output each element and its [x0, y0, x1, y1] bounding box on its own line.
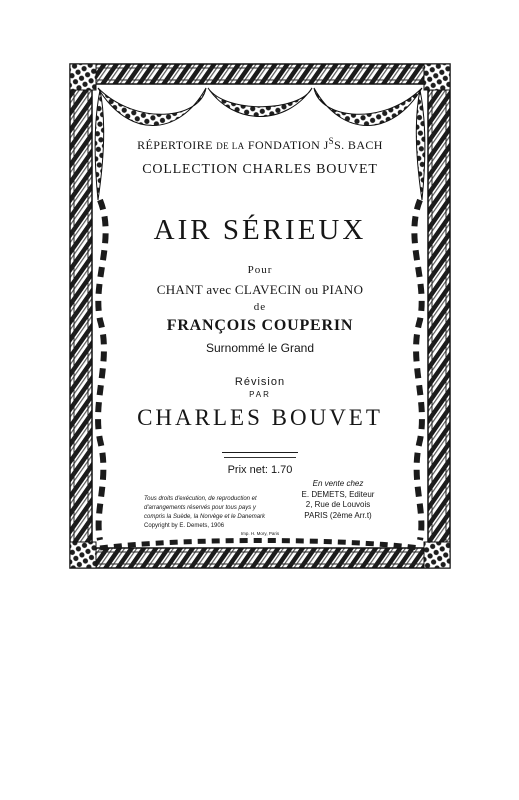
- series-superscript: S: [328, 136, 335, 146]
- publisher-name: E. DEMETS, Editeur: [301, 489, 375, 499]
- divider-rule-thin: [224, 457, 296, 458]
- composer-surname: Surnommé le Grand: [205, 341, 315, 355]
- rights-line: compris la Suède, la Norvège et le Danemark: [144, 514, 266, 520]
- rights-notice: [144, 495, 274, 531]
- copyright-line: Copyright by E. Demets, 1906: [144, 523, 225, 529]
- composer-name: FRANÇOIS COUPERIN: [166, 317, 354, 334]
- par-label: PAR: [249, 390, 271, 399]
- series-word-repertoire: RÉPERTOIRE: [137, 138, 213, 152]
- title-page-content: [108, 118, 412, 558]
- pour-label: Pour: [247, 264, 273, 276]
- rights-line: Tous droits d'exécution, de reproduction et: [144, 496, 257, 502]
- series-word-de-la: DE LA: [216, 141, 245, 151]
- divider-rule-thick: [222, 452, 298, 453]
- price: Prix net: 1.70: [227, 464, 293, 476]
- printer-credit: Imp. H. Mory, Paris: [240, 531, 280, 536]
- instrumentation: CHANT avec CLAVECIN ou PIANO: [156, 282, 364, 297]
- de-label: de: [253, 301, 267, 313]
- series-word-fondation: FONDATION J: [247, 138, 329, 152]
- series-line: [108, 136, 412, 153]
- series-word-bach: S. BACH: [334, 138, 383, 152]
- reviser-name: CHARLES BOUVET: [137, 405, 383, 430]
- publisher-address: 2, Rue de Louvois: [305, 500, 371, 509]
- collection-name: COLLECTION CHARLES BOUVET: [142, 162, 378, 177]
- rights-line: d'arrangements réservés pour tous pays y: [144, 505, 256, 511]
- publisher-sale-line: En vente chez: [312, 479, 364, 488]
- work-title: AIR SÉRIEUX: [153, 214, 367, 246]
- publisher-block: [282, 479, 394, 521]
- publisher-city: PARIS (2ème Arr.t): [304, 510, 372, 520]
- revision-label: Révision: [234, 376, 286, 388]
